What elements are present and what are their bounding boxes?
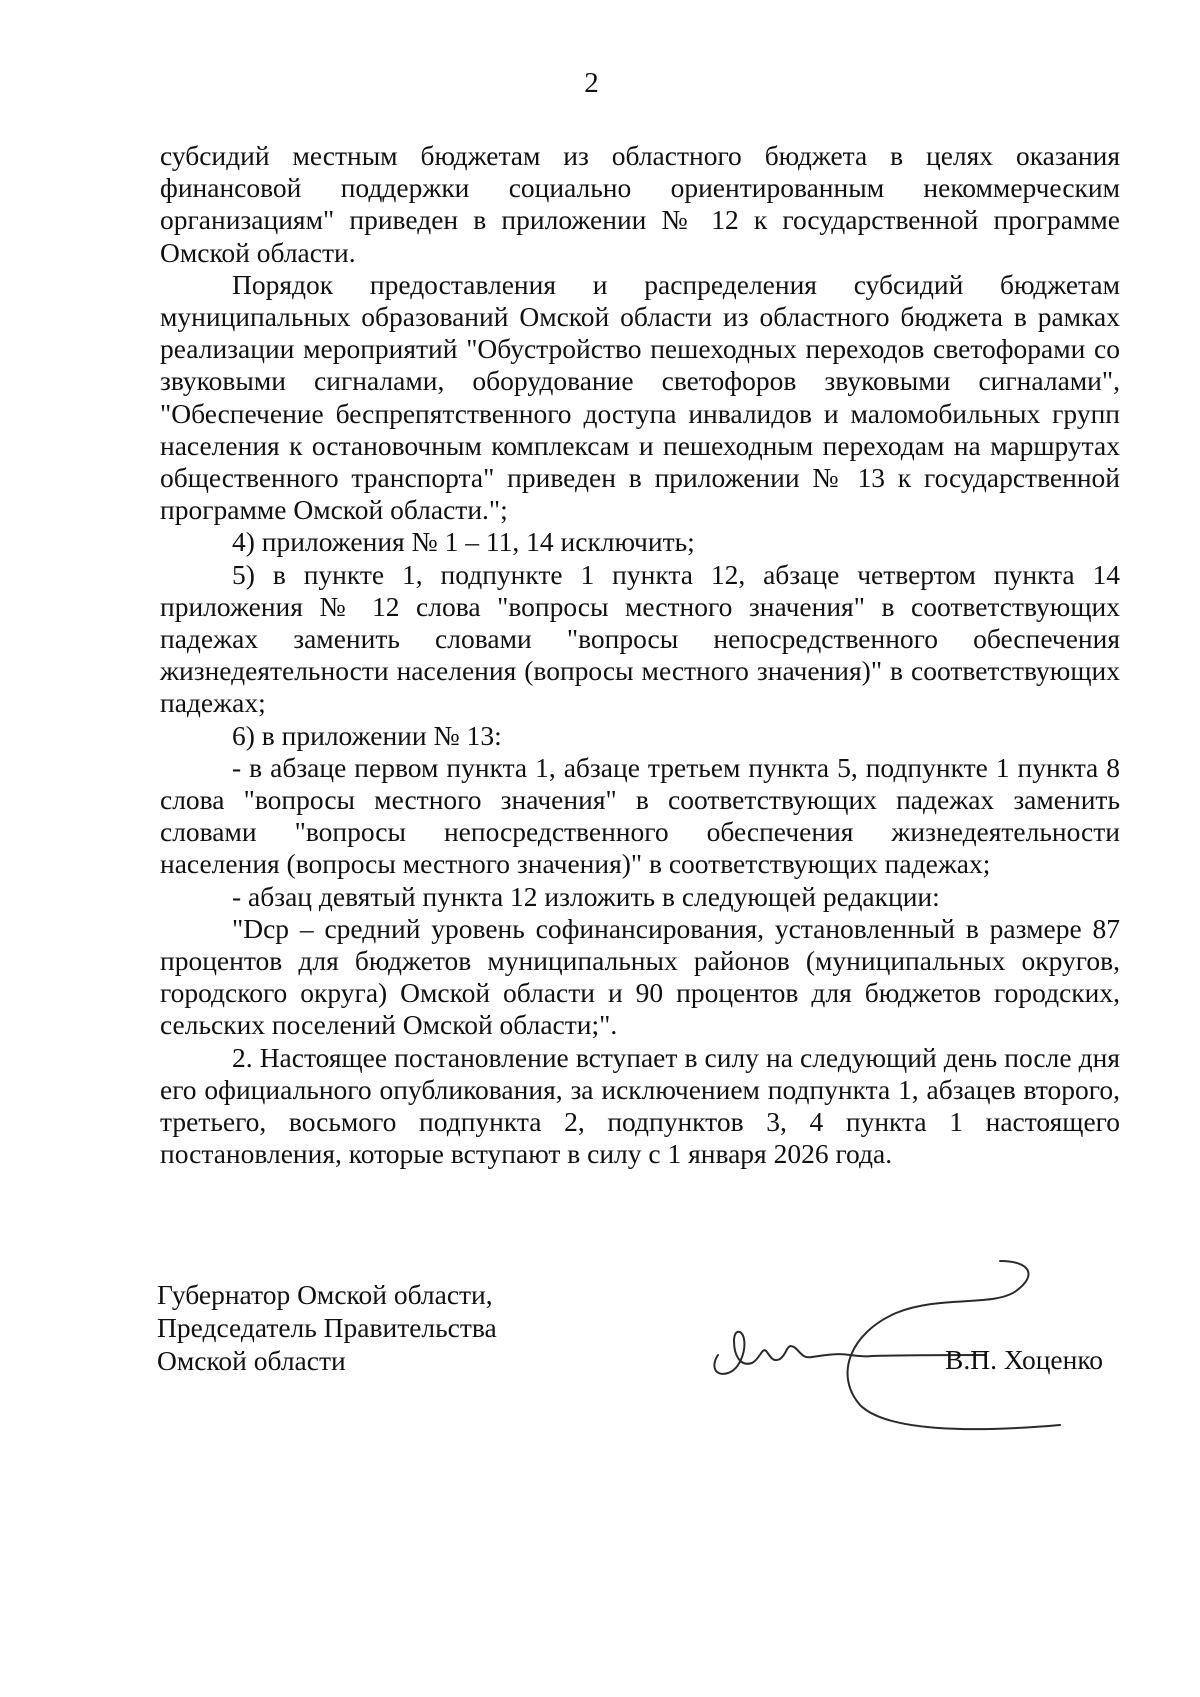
paragraph-dcp-definition: "Dср – средний уровень софинансирования, установленный в размере 87 процентов для бюджетов муниципальных районов (муниципальных округов, городского округа) Омской области и 90 процентов для бюджетов городских, сельских поселений Омской области;".	[160, 912, 1120, 1041]
paragraph-effective-date: 2. Настоящее постановление вступает в силу на следующий день после дня его официального опубликования, за исключением подпункта 1, абзацев второго, третьего, восьмого подпункта 2, подпунктов 3, 4 пункта 1 настоящего постановления, которые вступают в силу с 1 января 2026 года.	[160, 1041, 1120, 1170]
signatory-title-line: Омской области	[157, 1345, 346, 1376]
page-number: 2	[584, 67, 599, 99]
signatory-name: В.П. Хоценко	[945, 1344, 1104, 1375]
paragraph-item-5: 5) в пункте 1, подпункте 1 пункта 12, абзаце четвертом пункта 14 приложения № 12 слова "вопросы местного значения" в соответствующих падежах заменить словами "вопросы непосредственного обеспечения жизнедеятельности населения (вопросы местного значения)" в соответствующих падежах;	[160, 558, 1120, 719]
paragraph-procedure-appendix-13: Порядок предоставления и распределения субсидий бюджетам муниципальных образований Омской области из областного бюджета в рамках реализации мероприятий "Обустройство пешеходных переходов светофорами со звуковыми сигналами, оборудование светофоров звуковыми сигналами", "Обеспечение беспрепятственного доступа инвалидов и маломобильных групп населения к остановочным комплексам и пешеходным переходам на маршрутах общественного транспорта" приведен в приложении № 13 к государственной программе Омской области.";	[160, 268, 1120, 526]
paragraph-item-6-dash-1: - в абзаце первом пункта 1, абзаце третьем пункта 5, подпункте 1 пункта 8 слова "вопросы местного значения" в соответствующих падежах заменить словами "вопросы непосредственного обеспечения жизнедеятельности населения (вопросы местного значения)" в соответствующих падежах;	[160, 751, 1120, 880]
paragraph-item-4: 4) приложения № 1 – 11, 14 исключить;	[232, 526, 695, 558]
signatory-title-line: Губернатор Омской области,	[157, 1279, 493, 1310]
paragraph-continuation: субсидий местным бюджетам из областного бюджета в целях оказания финансовой поддержки социально ориентированным некоммерческим организациям" приведен в приложении № 12 к государственной программе Омской области.	[160, 140, 1120, 268]
signatory-title	[157, 1278, 617, 1377]
paragraph-item-6: 6) в приложении № 13:	[232, 719, 502, 751]
signatory-title-line: Председатель Правительства	[157, 1312, 497, 1343]
document-body	[160, 140, 1120, 1171]
paragraph-item-6-dash-2: - абзац девятый пункта 12 изложить в следующей редакции:	[232, 880, 940, 912]
